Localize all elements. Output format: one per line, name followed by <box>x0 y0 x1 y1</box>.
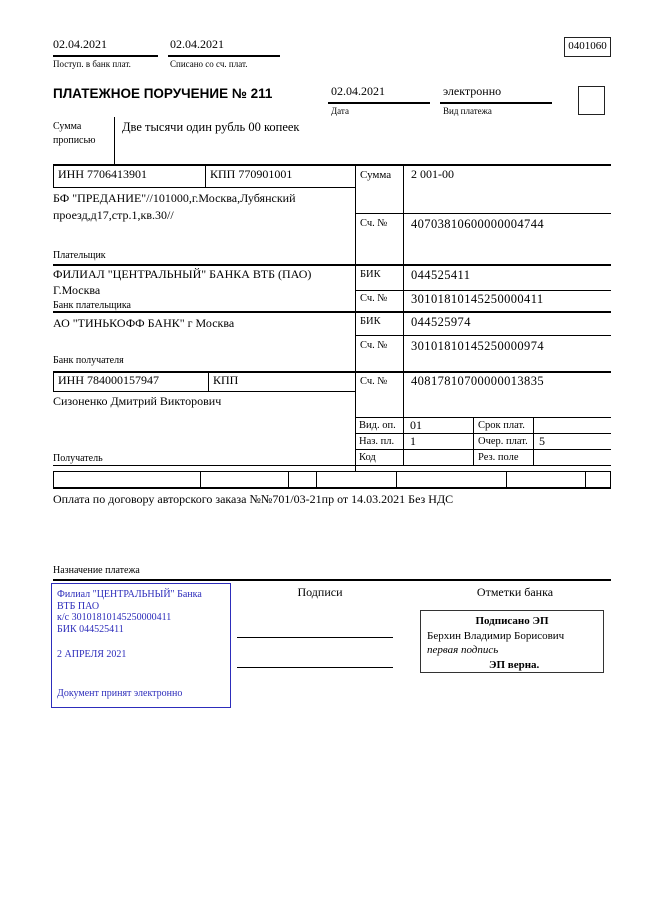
priority-value: 5 <box>539 434 545 448</box>
form-line <box>53 187 355 188</box>
payment-purpose-label: Назначение платежа <box>53 565 140 576</box>
code-label: Код <box>359 452 376 463</box>
form-line <box>328 102 430 104</box>
reserve-field-label: Рез. поле <box>478 452 519 463</box>
payment-kind: электронно <box>443 84 502 98</box>
payer-name-line1: БФ "ПРЕДАНИЕ"//101000,г.Москва,Лубянский <box>53 191 296 205</box>
ep-signer-name: Берхин Владимир Борисович <box>427 629 565 642</box>
payee-bank-account-label: Сч. № <box>360 340 388 351</box>
received-date-label: Поступ. в банк плат. <box>53 59 131 69</box>
bank-marks-header: Отметки банка <box>476 585 554 599</box>
form-line <box>355 335 611 336</box>
payee-bank-label: Банк получателя <box>53 355 124 366</box>
form-line <box>355 164 356 472</box>
form-line <box>440 102 552 104</box>
amount-words-label-2: прописью <box>53 135 96 146</box>
signature-line <box>237 667 393 668</box>
form-line <box>396 471 397 488</box>
purpose-code-label: Наз. пл. <box>359 436 395 447</box>
form-line <box>114 117 115 164</box>
document-date-label: Дата <box>331 106 349 116</box>
form-line <box>53 471 611 472</box>
payee-inn: ИНН 784000157947 <box>58 373 159 387</box>
payer-bank-bik-label: БИК <box>360 269 381 280</box>
stamp-line: ВТБ ПАО <box>57 600 100 612</box>
status-checkbox <box>578 86 605 115</box>
form-line <box>610 471 611 488</box>
form-line <box>403 164 404 466</box>
form-line <box>355 449 611 450</box>
debited-date-label: Списано со сч. плат. <box>170 59 248 69</box>
payee-account-label: Сч. № <box>360 376 388 387</box>
stamp-line: Филиал "ЦЕНТРАЛЬНЫЙ" Банка <box>57 589 202 600</box>
priority-label: Очер. плат. <box>478 436 528 447</box>
payer-label: Плательщик <box>53 250 106 261</box>
purpose-code-value: 1 <box>410 434 416 448</box>
payer-account: 40703810600000004744 <box>411 217 544 231</box>
stamp-date: 2 АПРЕЛЯ 2021 <box>57 649 127 660</box>
payer-bank-name-line2: Г.Москва <box>53 283 101 297</box>
amount-words-label-1: Сумма <box>53 121 82 132</box>
payer-bank-bik: 044525411 <box>411 268 471 282</box>
form-line <box>316 471 317 488</box>
payment-kind-label: Вид платежа <box>443 106 492 116</box>
op-kind-label: Вид. оп. <box>359 420 396 431</box>
form-line <box>355 290 611 291</box>
form-line <box>288 471 289 488</box>
form-line <box>200 471 201 488</box>
form-line <box>53 311 611 313</box>
ep-signature-type: первая подпись <box>427 644 499 656</box>
form-line <box>168 55 280 57</box>
form-line <box>208 371 209 392</box>
stamp-accepted-line: Документ принят электронно <box>57 687 183 699</box>
sum-value: 2 001-00 <box>411 167 454 181</box>
payee-bank-name: АО "ТИНЬКОФФ БАНК" г Москва <box>53 316 235 330</box>
form-line <box>355 213 611 214</box>
due-date-label: Срок плат. <box>478 420 525 431</box>
form-line <box>53 164 611 166</box>
form-line <box>355 417 611 418</box>
stamp-line: к/с 30101810145250000411 <box>57 612 172 623</box>
payment-purpose-text: Оплата по договору авторского заказа №№701/03-21пр от 14.03.2021 Без НДС <box>53 492 454 506</box>
payee-kpp: КПП <box>213 373 239 387</box>
amount-in-words: Две тысячи один рубль 00 копеек <box>122 120 300 134</box>
payee-bank-account: 30101810145250000974 <box>411 339 544 353</box>
document-title: ПЛАТЕЖНОЕ ПОРУЧЕНИЕ № 211 <box>53 86 273 101</box>
document-date: 02.04.2021 <box>331 84 385 98</box>
sum-cell-label: Сумма <box>360 169 392 181</box>
payer-bank-name-line1: ФИЛИАЛ "ЦЕНТРАЛЬНЫЙ" БАНКА ВТБ (ПАО) <box>53 267 312 281</box>
payer-bank-account: 30101810145250000411 <box>411 292 544 306</box>
form-line <box>53 465 611 466</box>
payer-kpp: КПП 770901001 <box>210 167 293 181</box>
ep-title: Подписано ЭП <box>475 615 549 627</box>
form-line <box>506 471 507 488</box>
form-code-box: 0401060 <box>564 37 611 57</box>
bank-electronic-stamp <box>51 583 231 708</box>
payee-bank-bik-label: БИК <box>360 316 381 327</box>
form-line <box>533 417 534 466</box>
debited-date: 02.04.2021 <box>170 37 224 51</box>
form-line <box>355 433 611 434</box>
payer-bank-account-label: Сч. № <box>360 293 388 304</box>
form-line <box>53 487 611 489</box>
stamp-line: БИК 044525411 <box>57 623 124 635</box>
payer-account-label: Сч. № <box>360 218 388 229</box>
form-line <box>205 164 206 188</box>
payer-inn: ИНН 7706413901 <box>58 167 147 181</box>
form-line <box>473 417 474 466</box>
form-line <box>53 579 611 581</box>
payee-bank-bik: 044525974 <box>411 315 471 329</box>
form-line <box>53 55 158 57</box>
electronic-signature-box <box>420 610 604 673</box>
payee-account: 40817810700000013835 <box>411 374 544 388</box>
payee-label: Получатель <box>53 453 103 464</box>
payer-bank-label: Банк плательщика <box>53 300 131 311</box>
ep-verified: ЭП верна. <box>489 658 540 671</box>
form-line <box>585 471 586 488</box>
received-date: 02.04.2021 <box>53 37 107 51</box>
signature-line <box>237 637 393 638</box>
payee-name: Сизоненко Дмитрий Викторович <box>53 394 222 408</box>
payer-name-line2: проезд,д17,стр.1,кв.30// <box>53 208 174 222</box>
form-line <box>53 164 54 188</box>
form-line <box>53 371 54 392</box>
form-line <box>53 471 54 488</box>
form-line <box>53 391 355 392</box>
signatures-header: Подписи <box>297 585 343 599</box>
op-kind-value: 01 <box>410 418 422 432</box>
form-line <box>53 264 611 266</box>
